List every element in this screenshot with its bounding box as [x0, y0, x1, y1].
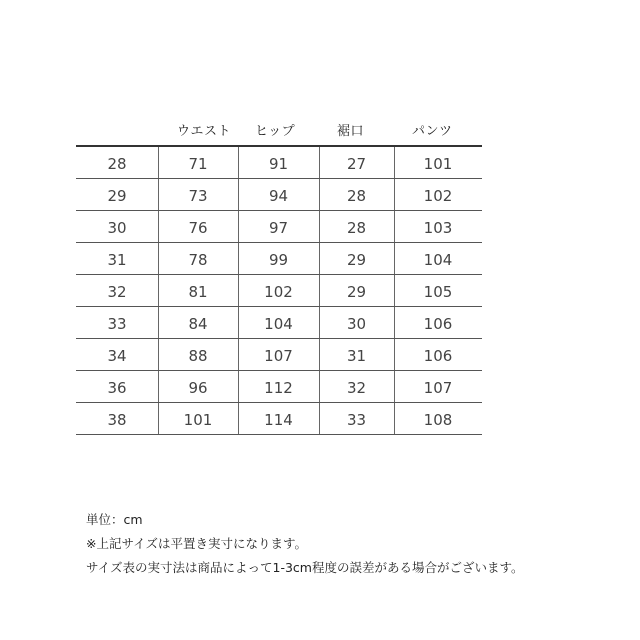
waist-cell: 78 — [188, 251, 208, 269]
hip-cell: 114 — [264, 411, 293, 429]
waist-cell: 101 — [183, 411, 213, 429]
size-cell: 31 — [107, 251, 127, 269]
hem-cell: 29 — [346, 251, 367, 269]
size-cell: 38 — [107, 411, 127, 429]
size-notes — [86, 508, 523, 580]
measurement-note: ※上記サイズは平置き実寸になります。 — [86, 536, 307, 551]
table-row — [76, 307, 482, 339]
tolerance-note: サイズ表の実寸法は商品によって1-3cm程度の誤差がある場合がございます。 — [86, 560, 524, 575]
hem-cell: 27 — [346, 155, 367, 173]
size-cell: 30 — [107, 219, 127, 237]
hem-cell: 32 — [346, 379, 367, 397]
hip-cell: 99 — [268, 251, 289, 269]
table-row — [76, 211, 482, 243]
pants-length-cell: 106 — [423, 347, 453, 365]
pants-length-cell: 107 — [423, 379, 453, 397]
header-hip: ヒップ — [255, 124, 296, 139]
hip-cell: 97 — [268, 219, 289, 237]
header-pants-length: パンツ — [412, 124, 453, 139]
hem-cell: 28 — [346, 219, 367, 237]
pants-length-cell: 106 — [423, 315, 453, 333]
hip-cell: 107 — [264, 347, 293, 365]
size-cell: 33 — [107, 315, 127, 333]
hip-cell: 104 — [264, 315, 293, 333]
pants-length-cell: 101 — [423, 155, 453, 173]
header-waist: ウエスト — [177, 124, 232, 139]
size-cell: 32 — [107, 283, 127, 301]
row-separator — [76, 434, 482, 435]
hem-cell: 30 — [346, 315, 367, 333]
pants-length-cell: 105 — [423, 283, 453, 301]
size-cell: 34 — [107, 347, 127, 365]
waist-cell: 88 — [188, 347, 208, 365]
size-cell: 29 — [107, 187, 127, 205]
unit-note: 単位：cm — [86, 512, 143, 527]
table-row — [76, 403, 482, 435]
waist-cell: 71 — [188, 155, 208, 173]
pants-length-cell: 103 — [423, 219, 453, 237]
size-table — [76, 145, 482, 435]
waist-cell: 81 — [188, 283, 208, 301]
table-row — [76, 179, 482, 211]
hem-cell: 31 — [346, 347, 367, 365]
hem-cell: 28 — [346, 187, 367, 205]
waist-cell: 73 — [188, 187, 208, 205]
table-row — [76, 371, 482, 403]
table-header — [0, 120, 640, 140]
table-row — [76, 339, 482, 371]
size-cell: 28 — [107, 155, 127, 173]
waist-cell: 84 — [188, 315, 208, 333]
waist-cell: 76 — [188, 219, 208, 237]
hip-cell: 102 — [264, 283, 293, 301]
table-row — [76, 275, 482, 307]
table-row — [76, 147, 482, 179]
pants-length-cell: 104 — [423, 251, 453, 269]
hip-cell: 94 — [268, 187, 289, 205]
hem-cell: 33 — [346, 411, 367, 429]
waist-cell: 96 — [188, 379, 208, 397]
size-cell: 36 — [107, 379, 127, 397]
pants-length-cell: 108 — [423, 411, 453, 429]
pants-length-cell: 102 — [423, 187, 453, 205]
hip-cell: 112 — [264, 379, 293, 397]
hem-cell: 29 — [346, 283, 367, 301]
hip-cell: 91 — [268, 155, 289, 173]
header-hem: 裾口 — [337, 124, 365, 139]
table-row — [76, 243, 482, 275]
